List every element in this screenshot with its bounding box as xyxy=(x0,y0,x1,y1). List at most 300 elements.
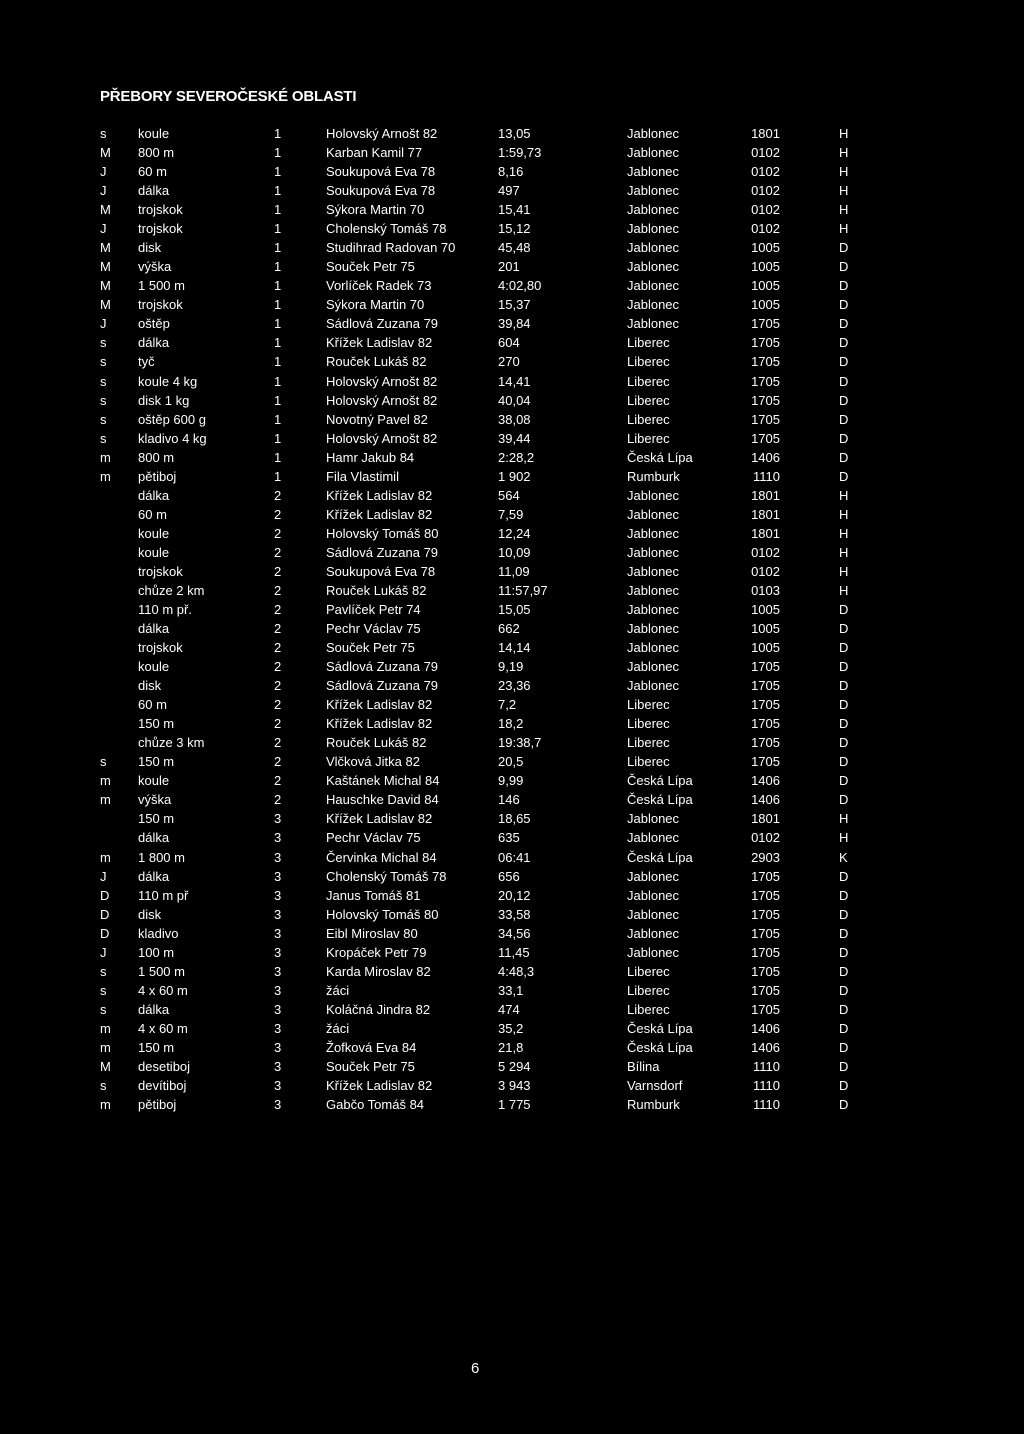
place-cell: 1 xyxy=(274,468,282,484)
athlete-name-cell: Janus Tomáš 81 xyxy=(326,887,421,903)
athlete-name-cell: Soukupová Eva 78 xyxy=(326,563,436,579)
event-cell: koule xyxy=(138,659,170,675)
venue-cell: Jablonec xyxy=(627,906,680,922)
category-cell: m xyxy=(100,849,111,865)
place-cell: 2 xyxy=(274,602,282,617)
table-row xyxy=(0,200,1024,219)
place-cell: 3 xyxy=(274,1039,282,1055)
meet-type-cell: D xyxy=(839,735,849,751)
venue-cell: Liberec xyxy=(627,373,670,389)
date-cell: 0102 xyxy=(751,221,780,237)
category-cell: s xyxy=(100,1001,107,1017)
athlete-name-cell: Křížek Ladislav 82 xyxy=(326,811,433,827)
table-row xyxy=(0,181,1024,200)
place-cell: 1 xyxy=(274,221,282,237)
date-cell: 1705 xyxy=(751,887,780,903)
meet-type-cell: H xyxy=(839,811,849,827)
athlete-name-cell: Rouček Lukáš 82 xyxy=(326,582,427,598)
place-cell: 2 xyxy=(274,659,282,675)
venue-cell: Liberec xyxy=(627,963,670,979)
performance-cell: 201 xyxy=(498,259,520,275)
performance-cell: 9,19 xyxy=(498,659,524,675)
meet-type-cell: D xyxy=(839,1020,849,1036)
athlete-name-cell: Holovský Tomáš 80 xyxy=(326,525,439,541)
date-cell: 1705 xyxy=(751,906,780,922)
performance-cell: 39,84 xyxy=(498,316,531,332)
category-cell: s xyxy=(100,392,107,408)
performance-cell: 19:38,7 xyxy=(498,735,542,751)
meet-type-cell: D xyxy=(839,1039,849,1055)
venue-cell: Jablonec xyxy=(627,487,680,503)
date-cell: 1705 xyxy=(751,925,780,941)
venue-cell: Jablonec xyxy=(627,925,680,941)
venue-cell: Jablonec xyxy=(627,640,680,656)
place-cell: 3 xyxy=(274,1078,282,1093)
category-cell: s xyxy=(100,126,107,141)
table-row xyxy=(0,848,1024,867)
place-cell: 2 xyxy=(274,525,282,541)
category-cell: M xyxy=(100,145,111,161)
event-cell: trojskok xyxy=(138,202,183,218)
category-cell: D xyxy=(100,925,110,941)
date-cell: 0102 xyxy=(751,563,780,579)
event-cell: dálka xyxy=(138,830,170,846)
meet-type-cell: D xyxy=(839,982,849,998)
page-title: PŘEBORY SEVEROČESKÉ OBLASTI xyxy=(100,88,357,105)
table-row xyxy=(0,314,1024,333)
table-row xyxy=(0,733,1024,752)
place-cell: 1 xyxy=(274,183,282,199)
category-cell: M xyxy=(100,297,111,313)
event-cell: koule 4 kg xyxy=(138,373,198,389)
athlete-name-cell: Křížek Ladislav 82 xyxy=(326,335,433,351)
event-cell: koule xyxy=(138,126,170,141)
date-cell: 1005 xyxy=(751,259,780,275)
event-cell: kladivo xyxy=(138,925,179,941)
event-cell: 4 x 60 m xyxy=(138,1020,188,1036)
table-row xyxy=(0,828,1024,847)
performance-cell: 497 xyxy=(498,183,520,199)
place-cell: 2 xyxy=(274,563,282,579)
table-row xyxy=(0,638,1024,657)
meet-type-cell: H xyxy=(839,221,849,237)
event-cell: 110 m př xyxy=(138,887,189,903)
performance-cell: 45,48 xyxy=(498,240,531,256)
event-cell: 110 m př. xyxy=(138,602,192,617)
meet-type-cell: K xyxy=(839,849,848,865)
venue-cell: Rumburk xyxy=(627,1097,680,1113)
place-cell: 3 xyxy=(274,906,282,922)
table-row xyxy=(0,600,1024,619)
event-cell: pětiboj xyxy=(138,1097,177,1113)
event-cell: 800 m xyxy=(138,145,175,161)
performance-cell: 270 xyxy=(498,354,520,370)
place-cell: 2 xyxy=(274,582,282,598)
venue-cell: Jablonec xyxy=(627,544,680,560)
athlete-name-cell: Holovský Arnošt 82 xyxy=(326,126,438,141)
athlete-name-cell: Sádlová Zuzana 79 xyxy=(326,678,439,694)
table-row xyxy=(0,1076,1024,1095)
place-cell: 3 xyxy=(274,887,282,903)
category-cell: s xyxy=(100,754,107,770)
event-cell: chůze 2 km xyxy=(138,582,205,598)
date-cell: 1005 xyxy=(751,297,780,313)
event-cell: 1 500 m xyxy=(138,278,185,294)
date-cell: 1705 xyxy=(751,735,780,751)
category-cell: s xyxy=(100,335,107,351)
athlete-name-cell: Cholenský Tomáš 78 xyxy=(326,868,447,884)
place-cell: 3 xyxy=(274,1001,282,1017)
date-cell: 1406 xyxy=(751,1039,780,1055)
meet-type-cell: D xyxy=(839,240,849,256)
place-cell: 3 xyxy=(274,963,282,979)
performance-cell: 18,65 xyxy=(498,811,531,827)
event-cell: disk xyxy=(138,906,162,922)
athlete-name-cell: žáci xyxy=(326,1020,350,1036)
meet-type-cell: D xyxy=(839,925,849,941)
category-cell: m xyxy=(100,773,111,789)
performance-cell: 38,08 xyxy=(498,411,531,427)
table-row xyxy=(0,124,1024,143)
table-row xyxy=(0,581,1024,600)
performance-cell: 7,2 xyxy=(498,697,517,713)
date-cell: 1705 xyxy=(751,868,780,884)
performance-cell: 11,45 xyxy=(498,944,530,960)
athlete-name-cell: Sýkora Martin 70 xyxy=(326,202,425,218)
table-row xyxy=(0,886,1024,905)
category-cell: s xyxy=(100,982,107,998)
table-row xyxy=(0,543,1024,562)
venue-cell: Liberec xyxy=(627,754,670,770)
date-cell: 1705 xyxy=(751,373,780,389)
performance-cell: 14,14 xyxy=(498,640,531,656)
meet-type-cell: D xyxy=(839,944,849,960)
athlete-name-cell: Karban Kamil 77 xyxy=(326,145,423,161)
date-cell: 0103 xyxy=(751,582,780,598)
meet-type-cell: D xyxy=(839,430,849,446)
venue-cell: Jablonec xyxy=(627,868,680,884)
category-cell: J xyxy=(100,183,107,199)
category-cell: J xyxy=(100,944,107,960)
place-cell: 1 xyxy=(274,316,282,332)
table-row xyxy=(0,486,1024,505)
meet-type-cell: D xyxy=(839,392,849,408)
date-cell: 1705 xyxy=(751,697,780,713)
table-row xyxy=(0,1095,1024,1114)
venue-cell: Liberec xyxy=(627,392,670,408)
place-cell: 3 xyxy=(274,1097,282,1113)
event-cell: 60 m xyxy=(138,164,167,180)
meet-type-cell: D xyxy=(839,1001,849,1017)
venue-cell: Česká Lípa xyxy=(627,1020,693,1036)
event-cell: výška xyxy=(138,792,172,808)
athlete-name-cell: Vlčková Jitka 82 xyxy=(326,754,420,770)
table-row xyxy=(0,1038,1024,1057)
event-cell: trojskok xyxy=(138,221,183,237)
table-row xyxy=(0,562,1024,581)
meet-type-cell: H xyxy=(839,544,849,560)
results-table xyxy=(0,124,1024,1114)
venue-cell: Jablonec xyxy=(627,506,680,522)
performance-cell: 604 xyxy=(498,335,520,351)
date-cell: 1005 xyxy=(751,602,780,617)
date-cell: 1406 xyxy=(751,792,780,808)
venue-cell: Liberec xyxy=(627,1001,670,1017)
event-cell: trojskok xyxy=(138,640,183,656)
performance-cell: 15,12 xyxy=(498,221,531,237)
date-cell: 1005 xyxy=(751,240,780,256)
event-cell: 150 m xyxy=(138,811,175,827)
table-row xyxy=(0,924,1024,943)
meet-type-cell: D xyxy=(839,659,849,675)
place-cell: 1 xyxy=(274,354,282,370)
venue-cell: Jablonec xyxy=(627,259,680,275)
athlete-name-cell: Červinka Michal 84 xyxy=(326,849,437,865)
category-cell: M xyxy=(100,1058,111,1074)
performance-cell: 11,09 xyxy=(498,563,530,579)
athlete-name-cell: Křížek Ladislav 82 xyxy=(326,506,433,522)
event-cell: desetiboj xyxy=(138,1058,191,1074)
athlete-name-cell: Karda Miroslav 82 xyxy=(326,963,431,979)
performance-cell: 4:48,3 xyxy=(498,963,535,979)
performance-cell: 11:57,97 xyxy=(498,582,548,598)
meet-type-cell: D xyxy=(839,1058,849,1074)
performance-cell: 10,09 xyxy=(498,544,531,560)
meet-type-cell: D xyxy=(839,868,849,884)
event-cell: trojskok xyxy=(138,297,183,313)
event-cell: 4 x 60 m xyxy=(138,982,188,998)
table-row xyxy=(0,276,1024,295)
category-cell: m xyxy=(100,1039,111,1055)
meet-type-cell: D xyxy=(839,335,849,351)
place-cell: 1 xyxy=(274,278,282,294)
venue-cell: Česká Lípa xyxy=(627,1039,693,1055)
place-cell: 3 xyxy=(274,1020,282,1036)
athlete-name-cell: Souček Petr 75 xyxy=(326,259,415,275)
venue-cell: Jablonec xyxy=(627,164,680,180)
date-cell: 1801 xyxy=(751,487,780,503)
place-cell: 1 xyxy=(274,449,282,465)
event-cell: tyč xyxy=(138,354,155,370)
performance-cell: 1:59,73 xyxy=(498,145,542,161)
venue-cell: Liberec xyxy=(627,411,670,427)
date-cell: 1110 xyxy=(753,1097,780,1113)
athlete-name-cell: Pechr Václav 75 xyxy=(326,830,421,846)
place-cell: 2 xyxy=(274,544,282,560)
event-cell: pětiboj xyxy=(138,468,177,484)
table-row xyxy=(0,943,1024,962)
category-cell: s xyxy=(100,963,107,979)
page-number: 6 xyxy=(471,1360,480,1377)
meet-type-cell: D xyxy=(839,468,849,484)
event-cell: oštěp 600 g xyxy=(138,411,206,427)
performance-cell: 2:28,2 xyxy=(498,449,535,465)
table-row xyxy=(0,676,1024,695)
venue-cell: Liberec xyxy=(627,697,670,713)
athlete-name-cell: Hamr Jakub 84 xyxy=(326,449,415,465)
category-cell: s xyxy=(100,430,107,446)
meet-type-cell: D xyxy=(839,373,849,389)
performance-cell: 474 xyxy=(498,1001,520,1017)
place-cell: 3 xyxy=(274,925,282,941)
table-row xyxy=(0,962,1024,981)
event-cell: dálka xyxy=(138,335,170,351)
place-cell: 2 xyxy=(274,697,282,713)
venue-cell: Liberec xyxy=(627,354,670,370)
event-cell: chůze 3 km xyxy=(138,735,205,751)
table-row xyxy=(0,448,1024,467)
performance-cell: 15,41 xyxy=(498,202,531,218)
meet-type-cell: H xyxy=(839,830,849,846)
performance-cell: 40,04 xyxy=(498,392,531,408)
athlete-name-cell: Křížek Ladislav 82 xyxy=(326,487,433,503)
performance-cell: 635 xyxy=(498,830,520,846)
category-cell: M xyxy=(100,259,111,275)
athlete-name-cell: Holovský Arnošt 82 xyxy=(326,430,438,446)
meet-type-cell: D xyxy=(839,316,849,332)
meet-type-cell: D xyxy=(839,297,849,313)
meet-type-cell: D xyxy=(839,773,849,789)
event-cell: devítiboj xyxy=(138,1078,187,1093)
place-cell: 2 xyxy=(274,487,282,503)
date-cell: 1705 xyxy=(751,354,780,370)
category-cell: s xyxy=(100,411,107,427)
venue-cell: Jablonec xyxy=(627,525,680,541)
event-cell: 60 m xyxy=(138,697,167,713)
venue-cell: Jablonec xyxy=(627,563,680,579)
place-cell: 3 xyxy=(274,849,282,865)
venue-cell: Jablonec xyxy=(627,183,680,199)
meet-type-cell: D xyxy=(839,678,849,694)
venue-cell: Liberec xyxy=(627,430,670,446)
athlete-name-cell: Křížek Ladislav 82 xyxy=(326,697,433,713)
venue-cell: Varnsdorf xyxy=(627,1078,683,1093)
date-cell: 1110 xyxy=(753,1078,780,1093)
performance-cell: 34,56 xyxy=(498,925,531,941)
place-cell: 1 xyxy=(274,202,282,218)
event-cell: oštěp xyxy=(138,316,170,332)
date-cell: 1705 xyxy=(751,659,780,675)
table-row xyxy=(0,352,1024,371)
meet-type-cell: D xyxy=(839,602,849,617)
venue-cell: Jablonec xyxy=(627,316,680,332)
meet-type-cell: D xyxy=(839,792,849,808)
event-cell: koule xyxy=(138,525,170,541)
place-cell: 3 xyxy=(274,830,282,846)
place-cell: 2 xyxy=(274,621,282,637)
event-cell: dálka xyxy=(138,621,170,637)
place-cell: 2 xyxy=(274,792,282,808)
table-row xyxy=(0,143,1024,162)
date-cell: 1705 xyxy=(751,982,780,998)
category-cell: m xyxy=(100,449,111,465)
venue-cell: Jablonec xyxy=(627,811,680,827)
athlete-name-cell: Pavlíček Petr 74 xyxy=(326,602,421,617)
performance-cell: 15,05 xyxy=(498,602,531,617)
table-row xyxy=(0,429,1024,448)
date-cell: 1705 xyxy=(751,963,780,979)
performance-cell: 9,99 xyxy=(498,773,524,789)
place-cell: 2 xyxy=(274,716,282,732)
category-cell: J xyxy=(100,316,107,332)
athlete-name-cell: Novotný Pavel 82 xyxy=(326,411,428,427)
event-cell: 800 m xyxy=(138,449,175,465)
athlete-name-cell: žáci xyxy=(326,982,350,998)
place-cell: 1 xyxy=(274,126,282,141)
performance-cell: 18,2 xyxy=(498,716,524,732)
table-row xyxy=(0,372,1024,391)
event-cell: výška xyxy=(138,259,172,275)
place-cell: 1 xyxy=(274,430,282,446)
category-cell: m xyxy=(100,1097,111,1113)
venue-cell: Liberec xyxy=(627,735,670,751)
athlete-name-cell: Eibl Miroslav 80 xyxy=(326,925,418,941)
performance-cell: 662 xyxy=(498,621,520,637)
meet-type-cell: H xyxy=(839,164,849,180)
meet-type-cell: D xyxy=(839,1097,849,1113)
athlete-name-cell: Vorlíček Radek 73 xyxy=(326,278,432,294)
venue-cell: Jablonec xyxy=(627,202,680,218)
performance-cell: 146 xyxy=(498,792,520,808)
event-cell: 1 800 m xyxy=(138,849,185,865)
event-cell: koule xyxy=(138,544,170,560)
date-cell: 0102 xyxy=(751,164,780,180)
place-cell: 1 xyxy=(274,240,282,256)
category-cell: D xyxy=(100,906,110,922)
date-cell: 1110 xyxy=(753,468,780,484)
place-cell: 1 xyxy=(274,411,282,427)
category-cell: J xyxy=(100,221,107,237)
athlete-name-cell: Rouček Lukáš 82 xyxy=(326,354,427,370)
athlete-name-cell: Koláčná Jindra 82 xyxy=(326,1001,431,1017)
performance-cell: 33,1 xyxy=(498,982,524,998)
place-cell: 3 xyxy=(274,811,282,827)
performance-cell: 23,36 xyxy=(498,678,531,694)
event-cell: dálka xyxy=(138,183,170,199)
table-row xyxy=(0,410,1024,429)
place-cell: 1 xyxy=(274,297,282,313)
table-row xyxy=(0,657,1024,676)
date-cell: 1705 xyxy=(751,411,780,427)
venue-cell: Liberec xyxy=(627,716,670,732)
date-cell: 1005 xyxy=(751,278,780,294)
performance-cell: 3 943 xyxy=(498,1078,531,1093)
meet-type-cell: D xyxy=(839,640,849,656)
meet-type-cell: D xyxy=(839,716,849,732)
table-row xyxy=(0,1019,1024,1038)
place-cell: 1 xyxy=(274,259,282,275)
venue-cell: Jablonec xyxy=(627,582,680,598)
athlete-name-cell: Souček Petr 75 xyxy=(326,1058,415,1074)
performance-cell: 656 xyxy=(498,868,520,884)
athlete-name-cell: Holovský Arnošt 82 xyxy=(326,373,438,389)
venue-cell: Jablonec xyxy=(627,944,680,960)
event-cell: koule xyxy=(138,773,170,789)
date-cell: 1406 xyxy=(751,449,780,465)
date-cell: 2903 xyxy=(751,849,780,865)
category-cell: J xyxy=(100,868,107,884)
date-cell: 1705 xyxy=(751,430,780,446)
place-cell: 1 xyxy=(274,164,282,180)
event-cell: dálka xyxy=(138,868,170,884)
performance-cell: 1 902 xyxy=(498,468,531,484)
table-row xyxy=(0,695,1024,714)
performance-cell: 7,59 xyxy=(498,506,524,522)
event-cell: dálka xyxy=(138,1001,170,1017)
athlete-name-cell: Fila Vlastimil xyxy=(326,468,399,484)
athlete-name-cell: Žofková Eva 84 xyxy=(326,1039,417,1055)
event-cell: 150 m xyxy=(138,754,175,770)
